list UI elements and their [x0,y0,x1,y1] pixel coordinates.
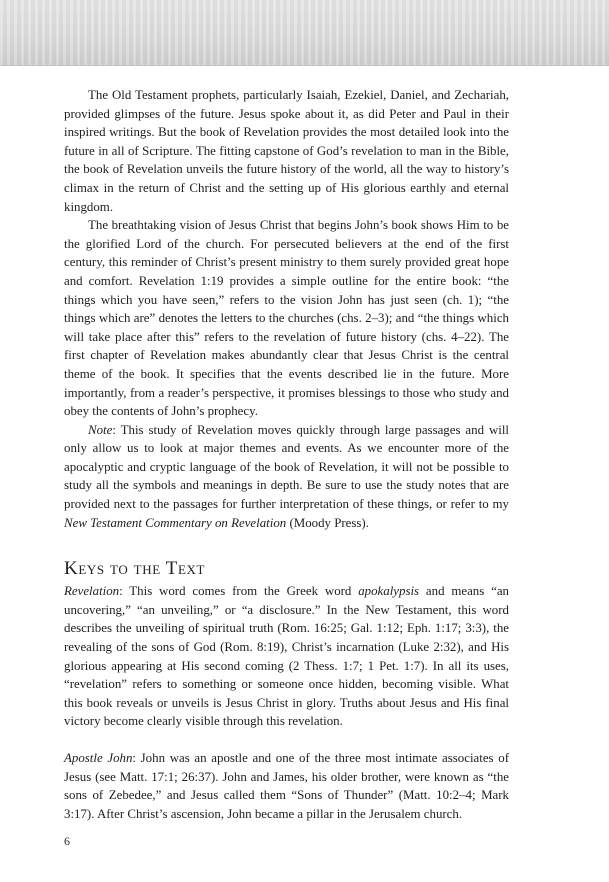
note-text: : This study of Revelation moves quickly through large passages and will only allow us to look at major themes and events. As we encounter more of the apocalyptic and cryptic language of the book of Revelation, it will not be possible to study all the symbols and meanings in depth. Be sure to use the study notes that are provided next to the passages for further interpretation of these things, or refer to my [64,422,509,512]
key-entry-apostle-john [64,749,509,823]
note-label: Note [88,422,113,437]
note-end: (Moody Press). [286,515,369,530]
page-header-band [0,0,609,66]
key-term-apostle-john: Apostle John [64,751,133,765]
key-text-revelation-b: and means “an uncovering,” “an unveiling,” or “a disclosure.” In the New Testament, this word describes the unveiling of spiritual truth (Rom. 16:25; Gal. 1:12; Eph. 1:17; 3:3), the revealing of the sons of God (Rom. 8:19), Christ’s incarnation (Luke 2:32), and His glorious appearing at His second coming (2 Thess. 1:7; 1 Pet. 1:7). In all its uses, “revelation” refers to something or someone once hidden, becoming visible. What this book reveals or unveils is Jesus Christ in glory. Truths about Jesus and His final victory become clearly visible through this revelation. [64,584,509,729]
key-text-apostle-john: : John was an apostle and one of the three most intimate associates of Jesus (see Matt. 17:1; 26:37). John and James, his older brother, were known as “the sons of Zebedee,” and Jesus called them “Sons of Thunder” (Matt. 10:2–4; Mark 3:17). After Christ’s ascension, John became a pillar in the Jerusalem church. [64,751,509,821]
keys-heading: Keys to the Text [64,558,206,580]
intro-paragraph-2: The breathtaking vision of Jesus Christ that begins John’s book shows Him to be the glorified Lord of the church. For persecuted believers at the end of the first century, this reminder of Christ’s present ministry to them surely provided great hope and comfort. Revelation 1:19 provides a simple outline for the entire book: “the things which you have seen,” refers to the vision John has just seen (ch. 1); “the things which are” denotes the letters to the churches (chs. 2–3); and “the things which will take place after this” refers to the revelation of future history (chs. 4–22). The first chapter of Revelation makes abundantly clear that Jesus Christ is the central theme of the book. It specifies that the events described lie in the future. More importantly, from a reader’s perspective, it promises blessings to those who study and obey the contents of John’s prophecy. [64,218,509,419]
intro-paragraph-1: The Old Testament prophets, particularly Isaiah, Ezekiel, Daniel, and Zechariah, provided glimpses of the future. Jesus spoke about it, as did Peter and Paul in their inspired writings. But the book of Revelation provides the most detailed look into the future in all of Scripture. The fitting capstone of God’s revelation to man in the Bible, the book of Revelation unveils the future history of the world, all the way to history’s climax in the return of Christ and the setting up of His glorious earthly and eternal kingdom. [64,88,509,214]
page-number: 6 [64,834,70,848]
keys-section [64,582,509,823]
intro-section [64,86,509,532]
greek-word: apokalypsis [358,584,420,599]
page-content [64,86,509,823]
commentary-title: New Testament Commentary on Revelation [64,515,287,530]
key-entry-revelation [64,582,509,731]
key-term-revelation: Revelation [64,584,120,599]
key-text-revelation-a: : This word comes from the Greek word [119,584,359,599]
intro-paragraph-note [64,421,509,533]
